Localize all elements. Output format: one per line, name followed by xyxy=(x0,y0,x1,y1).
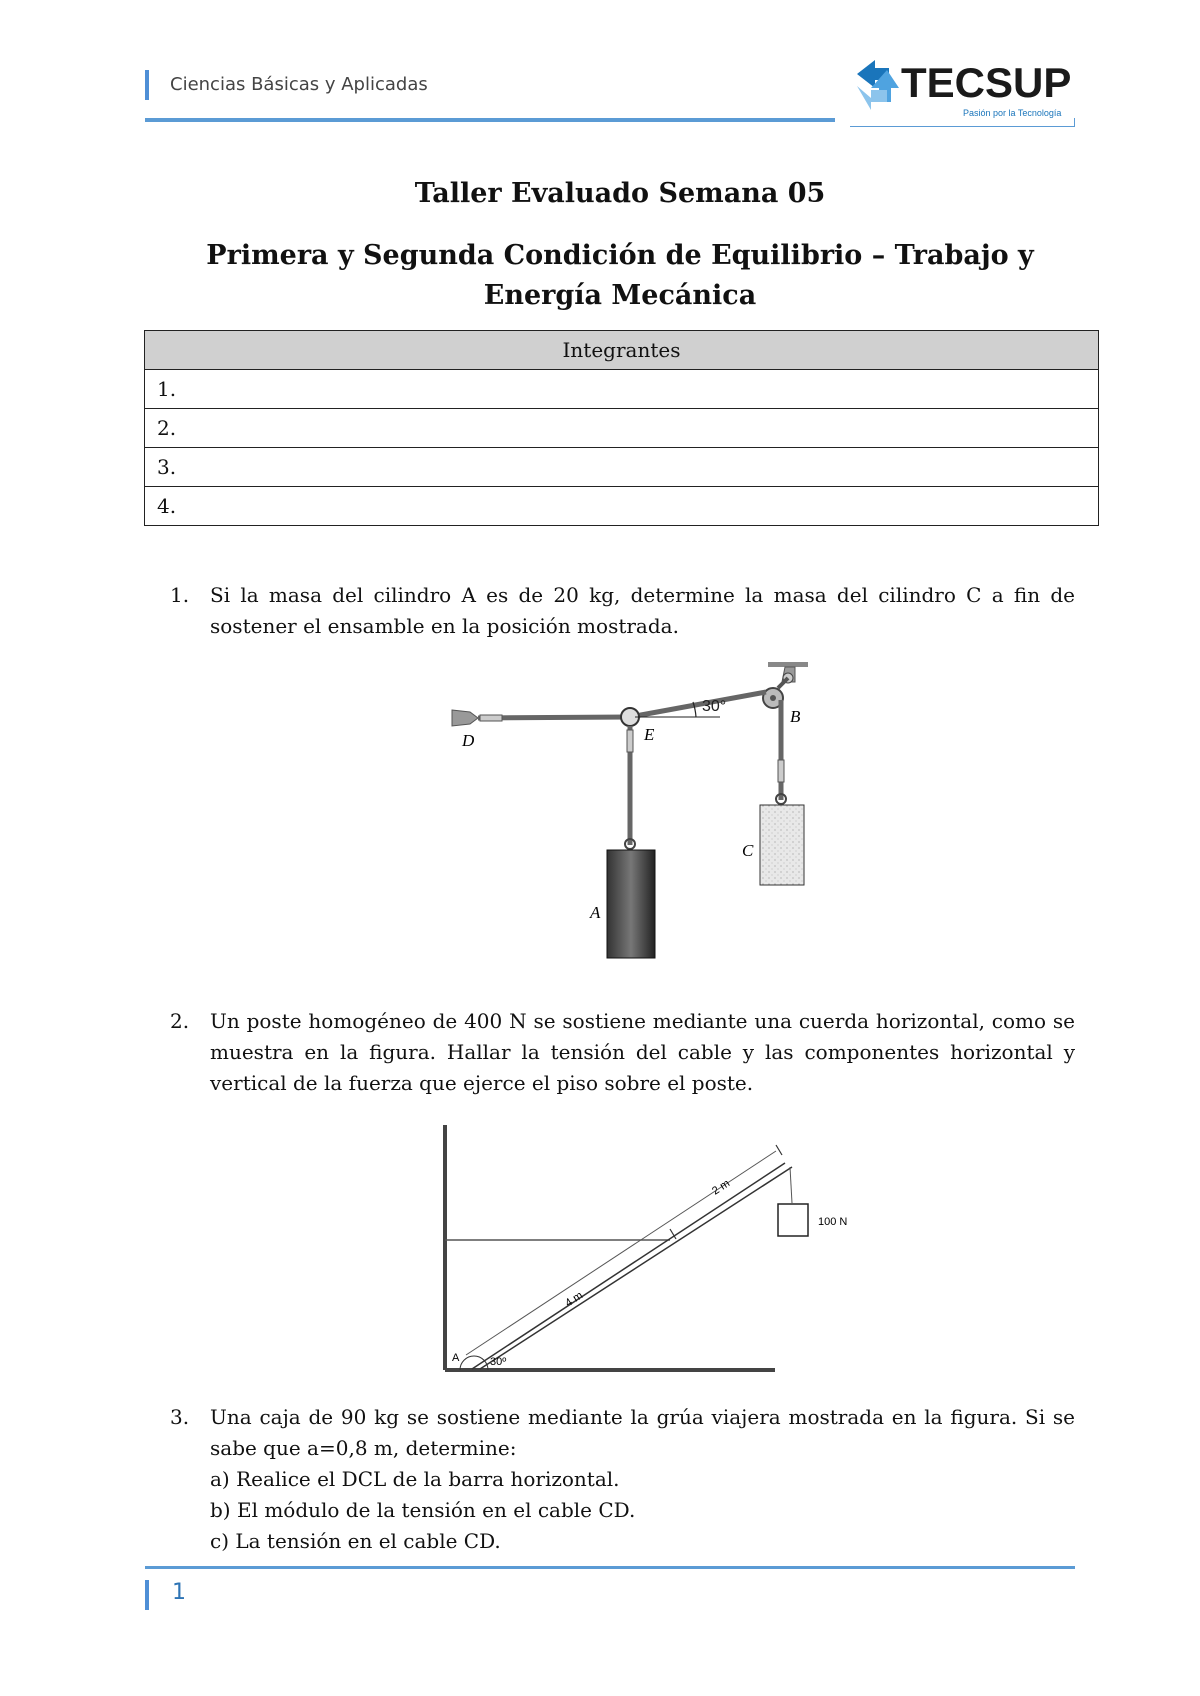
footer-rule xyxy=(145,1566,1075,1569)
logo-underline xyxy=(850,126,1075,127)
figure-cylinders-equilibrium xyxy=(450,660,820,965)
page-number: 1 xyxy=(172,1580,186,1605)
question-item: a) Realice el DCL de la barra horizontal. xyxy=(210,1467,620,1491)
member-row[interactable]: 3. xyxy=(145,448,1099,487)
label-d: D xyxy=(462,731,475,750)
recycle-arrows-icon xyxy=(857,60,899,110)
weight-box xyxy=(778,1204,808,1236)
length-top-label: 2 m xyxy=(710,1177,733,1198)
length-bottom-label: 4 m xyxy=(563,1289,586,1310)
label-a: A xyxy=(590,903,601,922)
header-accent-bar xyxy=(145,70,149,100)
member-row[interactable]: 2. xyxy=(145,409,1099,448)
header-department: Ciencias Básicas y Aplicadas xyxy=(170,74,428,95)
question-number: 2. xyxy=(170,1009,190,1033)
pole-edge xyxy=(480,1167,792,1369)
question-text xyxy=(210,1402,1075,1557)
worksheet-subtitle xyxy=(0,236,1200,316)
question-text: Un poste homogéneo de 400 N se sostiene mediante una cuerda horizontal, como se muestra en la figura. Hallar la tensión del cable y las componentes horizontal y vertical de la fuerza que ejerce el piso sobre el poste. xyxy=(210,1009,1075,1095)
question-number: 1. xyxy=(170,583,190,607)
cable-eb xyxy=(630,692,766,717)
member-row[interactable]: 1. xyxy=(145,370,1099,409)
members-table-header: Integrantes xyxy=(145,331,1099,370)
point-a-label: A xyxy=(452,1352,460,1364)
question-number: 3. xyxy=(170,1405,190,1429)
question-3 xyxy=(170,1402,1075,1557)
question-item: b) El módulo de la tensión en el cable CD. xyxy=(210,1498,636,1522)
worksheet-title: Taller Evaluado Semana 05 xyxy=(414,178,826,209)
angle-label: 30° xyxy=(702,698,727,715)
subtitle-line-1: Primera y Segunda Condición de Equilibrio – Trabajo y xyxy=(206,240,1034,271)
question-1 xyxy=(170,580,1075,642)
label-e: E xyxy=(644,725,655,744)
pole-edge xyxy=(472,1163,785,1369)
question-2 xyxy=(170,1006,1075,1099)
logo-underline-tick xyxy=(1074,118,1075,127)
label-c: C xyxy=(742,841,754,860)
footer-accent-bar xyxy=(145,1580,149,1610)
weight-label: 100 N xyxy=(818,1216,848,1228)
question-text: Si la masa del cilindro A es de 20 kg, determine la masa del cilindro C a fin de sostener el ensamble en la posición mostrada. xyxy=(210,583,1075,638)
figure-inclined-pole xyxy=(430,1125,850,1375)
members-table xyxy=(144,330,1099,526)
ceiling-support xyxy=(768,662,808,667)
header-rule xyxy=(145,118,835,122)
question-item: c) La tensión en el cable CD. xyxy=(210,1529,501,1553)
logo-wordmark: TECSUP xyxy=(901,59,1072,106)
question-stem: Una caja de 90 kg se sostiene mediante la grúa viajera mostrada en la figura. Si se sabe que a=0,8 m, determine: xyxy=(210,1405,1075,1460)
label-b: B xyxy=(790,707,801,726)
cylinder-c xyxy=(760,805,804,885)
cylinder-a xyxy=(607,850,655,958)
angle-label: 30º xyxy=(490,1356,507,1368)
wall-support-d xyxy=(452,710,478,726)
logo-tagline: Pasión por la Tecnología xyxy=(963,108,1062,118)
member-row[interactable]: 4. xyxy=(145,487,1099,526)
tecsup-logo xyxy=(845,52,1075,130)
subtitle-line-2: Energía Mecánica xyxy=(483,280,757,311)
